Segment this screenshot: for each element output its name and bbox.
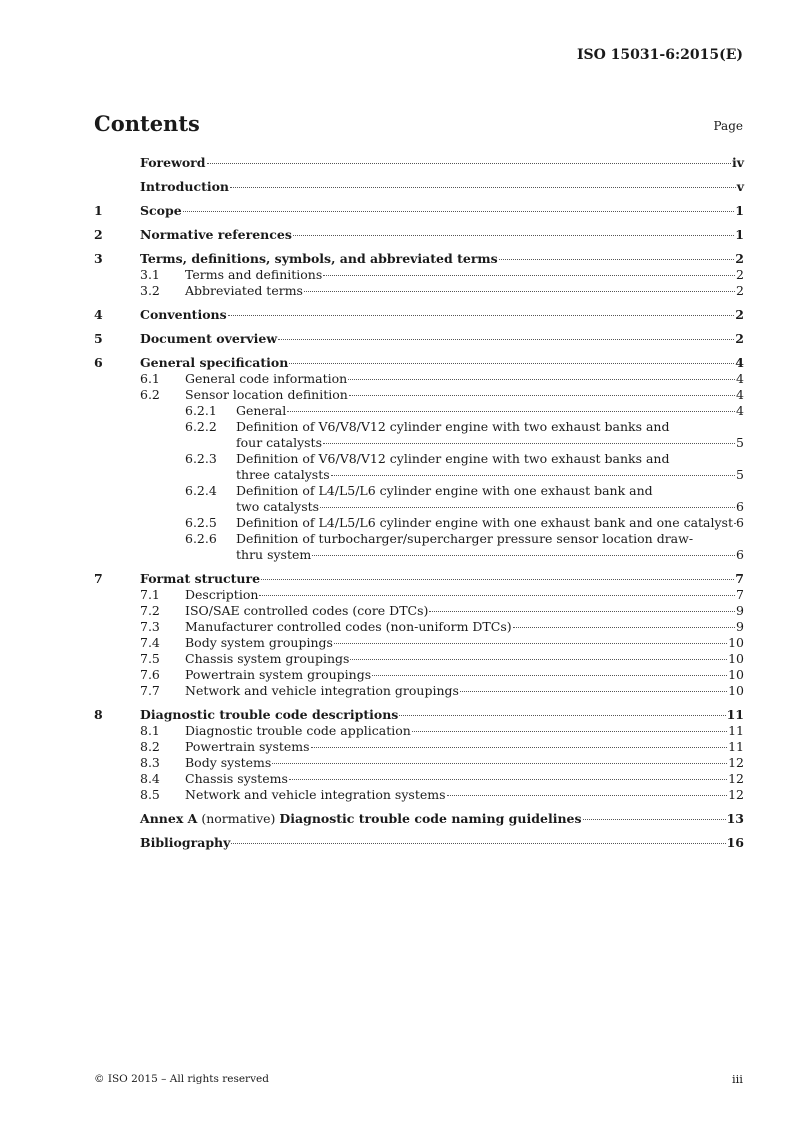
toc-entry-title-text: Chassis systems — [185, 771, 288, 786]
toc-entry-title — [140, 811, 727, 827]
toc-entry[interactable] — [94, 371, 744, 387]
toc-entry-title-text: Document overview — [140, 331, 278, 346]
toc-entry-continuation — [94, 467, 744, 483]
toc-entry-page: 9 — [736, 619, 744, 634]
toc-entry-page: 2 — [736, 267, 744, 282]
toc-entry[interactable] — [94, 723, 744, 739]
toc-entry-title — [185, 603, 736, 619]
dot-leader — [293, 235, 734, 236]
toc-entry-page: 10 — [728, 635, 744, 650]
toc-entry-title — [236, 435, 736, 451]
dot-leader — [499, 259, 735, 260]
toc-entry-page: 10 — [728, 651, 744, 666]
dot-leader — [323, 443, 735, 444]
dot-leader — [331, 475, 735, 476]
toc-entry-number: 6.2.5 — [185, 515, 217, 530]
toc-entry-number: 7.6 — [140, 667, 160, 682]
toc-entry-title — [185, 283, 736, 299]
toc-entry-title — [185, 267, 736, 283]
toc-entry-page: 4 — [736, 387, 744, 402]
toc-entry-title-text: Abbreviated terms — [185, 283, 303, 298]
toc-entry-page: 13 — [726, 811, 744, 826]
toc-entry[interactable] — [94, 203, 744, 219]
dot-leader — [349, 395, 735, 396]
toc-entry-title — [140, 571, 735, 587]
dot-leader — [312, 555, 735, 556]
dot-leader — [207, 163, 731, 164]
dot-leader — [372, 675, 727, 676]
toc-entry-number: 7.4 — [140, 635, 160, 650]
dot-leader — [259, 595, 735, 596]
toc-entry-title-text: Definition of turbocharger/supercharger pressure sensor location draw- — [236, 531, 694, 546]
toc-entry-number: 1 — [94, 203, 103, 218]
toc-entry[interactable] — [94, 267, 744, 283]
toc-entry-title — [185, 619, 736, 635]
toc-entry-title — [236, 531, 744, 547]
toc-entry-page: 4 — [735, 355, 744, 370]
dot-leader — [334, 643, 727, 644]
toc-entry[interactable] — [94, 387, 744, 403]
dot-leader — [348, 379, 735, 380]
toc-entry-title-text: Body system groupings — [185, 635, 333, 650]
toc-entry-number: 6 — [94, 355, 103, 370]
toc-entry-title — [140, 835, 727, 851]
toc-entry-title-text: two catalysts — [236, 499, 320, 514]
toc-entry-number: 6.2.4 — [185, 483, 217, 498]
toc-entry[interactable] — [94, 787, 744, 803]
toc-entry-page: 5 — [736, 435, 744, 450]
dot-leader — [447, 795, 728, 796]
toc-entry-page: 6 — [736, 515, 744, 530]
toc-entry-title-text: Introduction — [140, 179, 230, 194]
toc-entry-page: 2 — [736, 283, 744, 298]
toc-entry-number: 7.1 — [140, 587, 160, 602]
toc-entry-title — [140, 251, 735, 267]
toc-entry[interactable] — [94, 667, 744, 683]
toc-entry-title — [236, 499, 736, 515]
toc-entry-title-text: ISO/SAE controlled codes (core DTCs) — [185, 603, 429, 618]
toc-entry[interactable] — [94, 755, 744, 771]
dot-leader — [287, 411, 735, 412]
toc-entry[interactable] — [94, 707, 744, 723]
toc-entry-page: 10 — [728, 683, 744, 698]
toc-entry[interactable] — [94, 603, 744, 619]
toc-entry-page: 7 — [735, 571, 744, 586]
toc-entry-title-text: Definition of V6/V8/V12 cylinder engine with two exhaust banks and — [236, 419, 670, 434]
toc-entry-title-text — [140, 811, 582, 827]
page-title: Contents — [94, 111, 200, 136]
toc-entry-page: 11 — [728, 723, 744, 738]
dot-leader — [230, 187, 736, 188]
dot-leader — [583, 819, 726, 820]
toc-entry-title-text: Body systems — [185, 755, 272, 770]
toc-entry-title-text: Powertrain system groupings — [185, 667, 372, 682]
toc-entry-number: 3 — [94, 251, 103, 266]
toc-entry[interactable] — [94, 683, 744, 699]
toc-entry-title — [140, 155, 732, 171]
toc-entry[interactable] — [94, 811, 744, 827]
dot-leader — [320, 507, 735, 508]
toc-entry-number: 7.5 — [140, 651, 160, 666]
dot-leader — [289, 363, 734, 364]
toc-entry[interactable] — [94, 227, 744, 243]
toc-entry-continuation — [94, 435, 744, 451]
toc-entry-title — [185, 787, 728, 803]
toc-entry-number: 6.2.2 — [185, 419, 217, 434]
toc-entry[interactable] — [94, 355, 744, 371]
toc-entry-number: 2 — [94, 227, 103, 242]
toc-entry-title — [185, 771, 728, 787]
toc-entry-page: 2 — [735, 251, 744, 266]
toc-entry-number: 8.1 — [140, 723, 160, 738]
toc-entry-page: 12 — [728, 787, 744, 802]
page-number: iii — [731, 1072, 743, 1086]
toc-entry-title-text: Terms and definitions — [185, 267, 323, 282]
toc-entry[interactable] — [94, 515, 744, 531]
toc-entry-title-text: Definition of L4/L5/L6 cylinder engine with one exhaust bank and — [236, 483, 653, 498]
toc-entry-page: 4 — [736, 371, 744, 386]
toc-entry-title-text: Powertrain systems — [185, 739, 310, 754]
toc-entry-title — [185, 651, 728, 667]
toc-entry[interactable] — [94, 651, 744, 667]
dot-leader — [460, 691, 727, 692]
annex-label: Annex A — [140, 811, 198, 826]
toc-entry-title — [236, 483, 744, 499]
toc-entry-number: 7.2 — [140, 603, 160, 618]
toc-entry-continuation — [94, 499, 744, 515]
toc-entry-number: 3.1 — [140, 267, 160, 282]
toc-entry-number: 3.2 — [140, 283, 160, 298]
toc-entry-number: 6.1 — [140, 371, 160, 386]
toc-entry-title-text: Chassis system groupings — [185, 651, 350, 666]
toc-entry-title-text: Terms, definitions, symbols, and abbreviated terms — [140, 251, 498, 266]
toc-entry-title — [185, 755, 728, 771]
toc-entry-page: 9 — [736, 603, 744, 618]
toc-entry-page: v — [736, 179, 744, 194]
dot-leader — [261, 579, 734, 580]
toc-entry[interactable] — [94, 403, 744, 419]
toc-entry-title-text: Normative references — [140, 227, 292, 242]
toc-entry-number: 4 — [94, 307, 103, 322]
toc-entry-number: 6.2 — [140, 387, 160, 402]
toc-entry-number: 6.2.1 — [185, 403, 217, 418]
toc-entry-number: 7.7 — [140, 683, 160, 698]
toc-entry-title-text: three catalysts — [236, 467, 330, 482]
toc-entry-number: 8.5 — [140, 787, 160, 802]
toc-entry-title — [140, 355, 735, 371]
toc-entry-title — [185, 587, 736, 603]
toc-entry[interactable] — [94, 451, 744, 467]
toc-entry[interactable] — [94, 307, 744, 323]
toc-entry-title — [140, 227, 735, 243]
toc-entry-page: iv — [731, 155, 744, 170]
toc-entry-page: 2 — [735, 307, 744, 322]
toc-entry-number: 6.2.3 — [185, 451, 217, 466]
table-of-contents — [94, 155, 744, 851]
toc-entry-title-text: Definition of L4/L5/L6 cylinder engine with one exhaust bank and one catalyst — [236, 515, 733, 530]
toc-entry-number: 5 — [94, 331, 103, 346]
toc-entry-title-text: Network and vehicle integration groupings — [185, 683, 459, 698]
annex-type: (normative) — [197, 811, 280, 826]
dot-leader — [304, 291, 735, 292]
toc-entry-page: 7 — [736, 587, 744, 602]
dot-leader — [278, 339, 734, 340]
toc-entry-title — [185, 387, 736, 403]
toc-entry-title-text: Sensor location definition — [185, 387, 348, 402]
toc-entry-number: 8.4 — [140, 771, 160, 786]
toc-entry[interactable] — [94, 283, 744, 299]
toc-entry[interactable] — [94, 419, 744, 435]
toc-entry-title — [236, 467, 736, 483]
toc-entry-title — [140, 707, 727, 723]
toc-entry-page: 6 — [736, 499, 744, 514]
toc-entry-title-text: Bibliography — [140, 835, 231, 850]
toc-entry[interactable] — [94, 835, 744, 851]
toc-entry-title-text: Scope — [140, 203, 182, 218]
toc-entry-title-text: Network and vehicle integration systems — [185, 787, 446, 802]
toc-entry-title-text: Format structure — [140, 571, 261, 586]
toc-entry[interactable] — [94, 771, 744, 787]
toc-entry-title-text: General specification — [140, 355, 289, 370]
toc-entry-title — [236, 419, 744, 435]
toc-entry-number: 8.2 — [140, 739, 160, 754]
toc-entry-page: 1 — [735, 203, 744, 218]
toc-entry-page: 1 — [735, 227, 744, 242]
toc-entry-page: 11 — [728, 739, 744, 754]
document-id: ISO 15031-6:2015(E) — [576, 47, 743, 63]
dot-leader — [289, 779, 727, 780]
toc-entry-title-text: thru system — [236, 547, 312, 562]
toc-entry[interactable] — [94, 483, 744, 499]
toc-entry-page: 5 — [736, 467, 744, 482]
toc-entry-title — [140, 307, 735, 323]
dot-leader — [513, 627, 735, 628]
toc-entry-number: 6.2.6 — [185, 531, 217, 546]
copyright-notice: © ISO 2015 – All rights reserved — [94, 1073, 269, 1085]
toc-entry-title — [185, 739, 728, 755]
toc-entry-number: 8 — [94, 707, 103, 722]
toc-entry[interactable] — [94, 531, 744, 547]
toc-entry-title-text: General code information — [185, 371, 348, 386]
toc-entry-title-text: Definition of V6/V8/V12 cylinder engine with two exhaust banks and — [236, 451, 670, 466]
toc-entry-title — [185, 635, 728, 651]
toc-entry-number: 7 — [94, 571, 103, 586]
toc-entry-title — [185, 667, 728, 683]
toc-entry-title-text: Diagnostic trouble code application — [185, 723, 411, 738]
toc-entry[interactable] — [94, 251, 744, 267]
toc-entry-page: 12 — [728, 755, 744, 770]
toc-entry-page: 4 — [736, 403, 744, 418]
toc-entry-title-text: Diagnostic trouble code descriptions — [140, 707, 399, 722]
toc-entry-title-text: Foreword — [140, 155, 206, 170]
toc-entry-continuation — [94, 547, 744, 563]
toc-entry-title-text: Manufacturer controlled codes (non-uniform DTCs) — [185, 619, 512, 634]
dot-leader — [228, 315, 735, 316]
dot-leader — [734, 523, 738, 524]
toc-entry-title-text: four catalysts — [236, 435, 322, 450]
toc-entry-title — [236, 403, 736, 419]
toc-entry-title — [236, 547, 736, 563]
toc-entry-page: 6 — [736, 547, 744, 562]
toc-entry-title-text: General — [236, 403, 287, 418]
toc-entry[interactable] — [94, 619, 744, 635]
toc-entry-title — [140, 331, 735, 347]
page-column-label: Page — [713, 119, 743, 133]
toc-entry[interactable] — [94, 155, 744, 171]
toc-entry-page: 10 — [728, 667, 744, 682]
toc-entry-page: 12 — [728, 771, 744, 786]
annex-title: Diagnostic trouble code naming guidelines — [279, 811, 582, 826]
dot-leader — [231, 843, 725, 844]
toc-entry-number: 8.3 — [140, 755, 160, 770]
toc-entry[interactable] — [94, 331, 744, 347]
toc-entry-title-text: Description — [185, 587, 259, 602]
toc-entry-title-text: Conventions — [140, 307, 227, 322]
dot-leader — [429, 611, 735, 612]
toc-entry[interactable] — [94, 739, 744, 755]
toc-entry-page: 2 — [735, 331, 744, 346]
toc-entry[interactable] — [94, 571, 744, 587]
toc-entry-title — [236, 515, 736, 531]
toc-entry-page: 16 — [726, 835, 744, 850]
toc-entry[interactable] — [94, 635, 744, 651]
toc-entry-title — [140, 179, 737, 195]
toc-entry-title — [185, 723, 728, 739]
dot-leader — [311, 747, 728, 748]
dot-leader — [399, 715, 725, 716]
dot-leader — [323, 275, 735, 276]
toc-entry[interactable] — [94, 587, 744, 603]
toc-entry-number: 7.3 — [140, 619, 160, 634]
toc-entry-title — [185, 371, 736, 387]
toc-entry-page: 11 — [726, 707, 744, 722]
dot-leader — [272, 763, 727, 764]
toc-entry-title — [185, 683, 728, 699]
toc-entry-title — [236, 451, 744, 467]
toc-entry-title — [140, 203, 735, 219]
dot-leader — [412, 731, 727, 732]
dot-leader — [350, 659, 727, 660]
dot-leader — [183, 211, 735, 212]
toc-entry[interactable] — [94, 179, 744, 195]
